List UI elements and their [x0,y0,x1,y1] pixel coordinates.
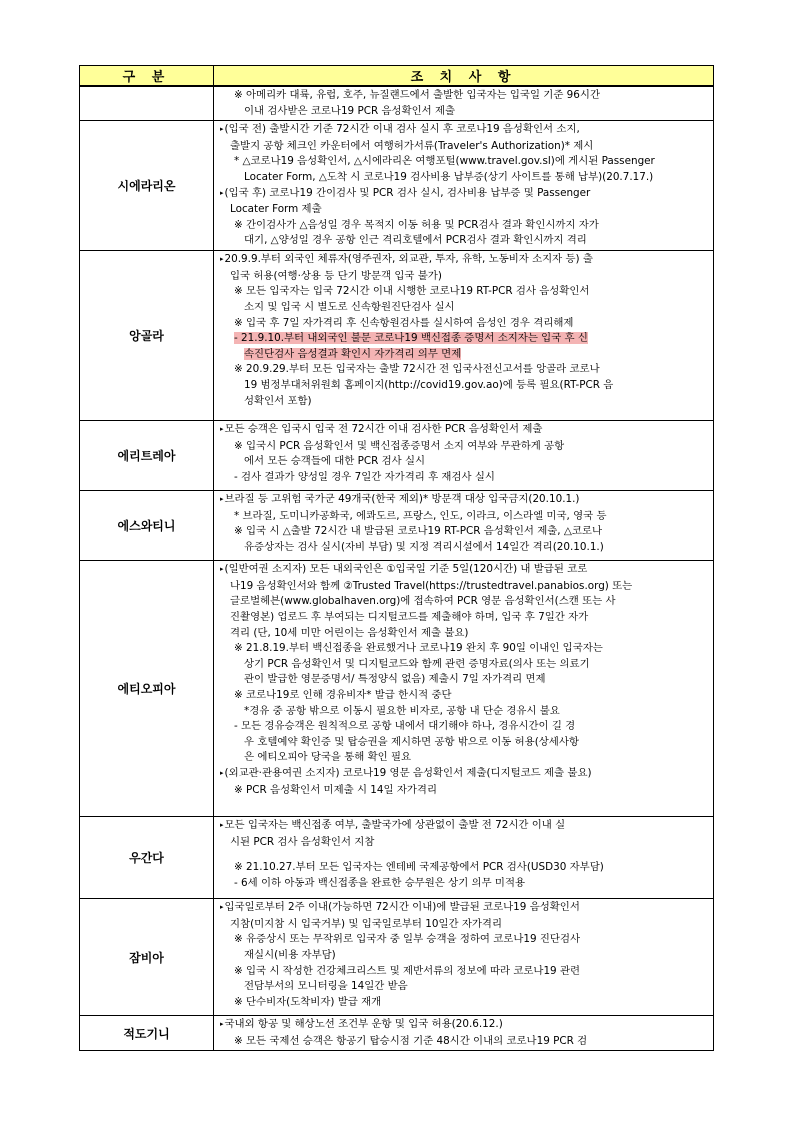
country-cell: 적도기니 [80,1016,214,1051]
table-row [80,491,714,561]
measures-cell [214,86,714,121]
text-line: - 검사 결과가 양성일 경우 7일간 자가격리 후 재검사 실시 [234,470,495,483]
highlighted-text: - 21.9.10.부터 내외국인 불문 코로나19 백신접종 증명서 소지자는 입국 후 신 [234,332,588,345]
text-line: 출발지 공항 체크인 카운터에서 여행허가서류(Traveler's Authorization)* 제시 [230,139,594,152]
text-line: ▸ (일반여권 소지자) 모든 내외국인은 ①입국일 기준 5일(120시간) 내 발급된 코로 [220,562,709,579]
text-line: 관이 발급한 영문증명서/ 특정양식 없음) 제출시 7일 자가격리 면제 [244,673,546,686]
text-line: ※ 입국 후 7일 자가격리 후 신속항원검사를 실시하여 음성인 경우 격리해제 [234,316,574,329]
table-row [80,561,714,817]
text-line: ▸ 브라질 등 고위험 국가군 49개국(한국 제외)* 방문객 대상 입국금지(20.10.1.) [220,492,709,509]
text-line: 재실시(비용 자부담) [244,948,336,961]
country-cell: 잠비아 [80,899,214,1016]
text-line: ▸ 모든 승객은 입국시 입국 전 72시간 이내 검사한 PCR 음성확인서 제출 [220,422,709,439]
text-line: 소지 및 입국 시 별도로 신속항원진단검사 실시 [244,300,455,313]
text-line: 글로벌헤븐(www.globalhaven.org)에 접속하여 PCR 영문 음성확인서(스캔 또는 사 [230,595,616,608]
table-row [80,1016,714,1051]
table-row [80,421,714,491]
text-line: ※ 입국 시 △출발 72시간 내 발급된 코로나19 RT-PCR 음성확인서 제출, △코로나 [234,525,603,538]
text-line: 에서 모든 승객들에 대한 PCR 검사 실시 [244,455,426,468]
country-cell: 앙골라 [80,251,214,421]
text-line: ※ 아메리카 대륙, 유럽, 호주, 뉴질랜드에서 출발한 입국자는 입국일 기준 96시간 [234,89,600,101]
highlighted-text: 속진단검사 음성결과 확인시 자가격리 의무 면제 [244,347,462,360]
measures-cell [214,817,714,899]
text-line: * 브라질, 도미니카공화국, 에콰도르, 프랑스, 인도, 이라크, 이스라엘 미국, 영국 등 [234,509,607,522]
text-line: 대기, △양성일 경우 공항 인근 격리호텔에서 PCR검사 결과 확인시까지 격리 [244,234,587,247]
text-line: ▸ 입국일로부터 2주 이내(가능하면 72시간 이내)에 발급된 코로나19 음성확인서 [220,900,709,917]
text-line: ※ 단수비자(도착비자) 발급 재개 [234,995,382,1008]
text-line: 이내 검사받은 코로나19 PCR 음성확인서 제출 [244,104,456,117]
text-line: ※ 입국 시 작성한 건강체크리스트 및 제반서류의 정보에 따라 코로나19 관련 [234,964,581,977]
country-cell: 에리트레아 [80,421,214,491]
text-line: ▸ (입국 후) 코로나19 간이검사 및 PCR 검사 실시, 검사비용 납부증 및 Passenger [220,186,709,203]
text-line: ※ 입국시 PCR 음성확인서 및 백신접종증명서 소지 여부와 무관하게 공항 [234,439,565,452]
table-row [80,899,714,1016]
measures-cell [214,121,714,251]
text-line: 성확인서 포함) [244,394,312,407]
text-line: ※ 모든 입국자는 입국 72시간 이내 시행한 코로나19 RT-PCR 검사 음성확인서 [234,285,590,298]
text-line: *경유 중 공항 밖으로 이동시 필요한 비자로, 공항 내 단순 경유시 불요 [244,704,560,717]
text-line: ※ 간이검사가 △음성일 경우 목적지 이동 허용 및 PCR검사 결과 확인시까지 자가 [234,218,599,231]
text-line: 격리 (단, 10세 미만 어린이는 음성확인서 제출 불요) [230,626,469,639]
text-line: 지참(미지참 시 입국거부) 및 입국일로부터 10일간 자가격리 [230,917,503,930]
text-line: * △코로나19 음성확인서, △시에라리온 여행포털(www.travel.gov.sl)에 게시된 Passenger [234,155,655,168]
country-cell: 에스와티니 [80,491,214,561]
text-line: 전담부서의 모니터링을 14일간 받음 [244,980,408,993]
text-line: ※ 코로나19로 인해 경유비자* 발급 한시적 중단 [234,688,452,701]
measures-cell [214,421,714,491]
text-line: Locater Form, △도착 시 코로나19 검사비용 납부증(상기 사이트를 통해 납부)(20.7.17.) [244,170,654,183]
header-category: 구 분 [80,66,214,87]
text-line: - 모든 경유승객은 원칙적으로 공항 내에서 대기해야 하나, 경유시간이 길 경 [234,720,576,733]
measures-cell [214,491,714,561]
text-line: 시된 PCR 검사 음성확인서 지참 [230,835,375,848]
table-row [80,121,714,251]
text-line: 진촬영본) 업로드 후 부여되는 디지털코드를 제출해야 하며, 입국 후 7일간 자가 [230,610,589,623]
measures-cell [214,899,714,1016]
text-line: ※ 유증상시 또는 무작위로 입국자 중 일부 승객을 정하여 코로나19 진단검사 [234,933,581,946]
country-cell [80,86,214,121]
table-row [80,251,714,421]
text-line: 유증상자는 검사 실시(자비 부담) 및 지정 격리시설에서 14일간 격리(20.10.1.) [244,540,604,553]
country-cell: 시에라리온 [80,121,214,251]
header-measures: 조 치 사 항 [214,66,714,87]
table-row [80,86,714,121]
text-line: Locater Form 제출 [230,203,322,216]
measures-cell [214,251,714,421]
text-line: ▸ 국내외 항공 및 해상노선 조건부 운항 및 입국 허용(20.6.12.) [220,1017,709,1034]
text-line: 상기 PCR 음성확인서 및 디지털코드와 함께 관련 증명자료(의사 또는 의료기 [244,657,590,670]
text-line: ※ PCR 음성확인서 미제출 시 14일 자가격리 [234,783,438,796]
table-header-row [80,66,714,87]
measures-cell [214,561,714,817]
country-cell: 에티오피아 [80,561,214,817]
text-line: ▸ (외교관·관용여권 소지자) 코로나19 영문 음성확인서 제출(디지털코드 제출 불요) [220,766,709,783]
text-line: ※ 21.8.19.부터 백신접종을 완료했거나 코로나19 완치 후 90일 이내인 입국자는 [234,642,603,655]
text-line: ※ 21.10.27.부터 모든 입국자는 엔테베 국제공항에서 PCR 검사(USD30 자부담) [234,861,604,874]
measures-table [79,65,714,1051]
text-line: 나19 음성확인서와 함께 ②Trusted Travel(https://trustedtravel.panabios.org) 또는 [230,579,633,592]
text-line: ▸ (입국 전) 출발시간 기준 72시간 이내 검사 실시 후 코로나19 음성확인서 소지, [220,122,709,139]
text-line: ▸ 모든 입국자는 백신접종 여부, 출발국가에 상관없이 출발 전 72시간 이내 실 [220,818,709,835]
text-line: - 6세 이하 아동과 백신접종을 완료한 승무원은 상기 의무 미적용 [234,876,526,889]
country-cell: 우간다 [80,817,214,899]
table-row [80,817,714,899]
text-line: 입국 허용(여행·상용 등 단기 방문객 입국 불가) [230,269,442,282]
text-line: ※ 모든 국제선 승객은 항공기 탑승시점 기준 48시간 이내의 코로나19 PCR 검 [234,1034,588,1047]
text-line: 은 에티오피아 당국을 통해 확인 필요 [244,751,412,764]
text-line: ▸ 20.9.9.부터 외국인 체류자(영주권자, 외교관, 투자, 유학, 노동비자 소지자 등) 출 [220,252,709,269]
text-line: ※ 20.9.29.부터 모든 입국자는 출발 72시간 전 입국사전신고서를 앙골라 코로나 [234,363,600,376]
text-line: 19 범정부대처위원회 홈페이지(http://covid19.gov.ao)에 등록 필요(RT-PCR 음 [244,378,614,391]
measures-cell [214,1016,714,1051]
text-line: 우 호텔예약 확인증 및 탑승권을 제시하면 공항 밖으로 이동 허용(상세사항 [244,735,579,748]
